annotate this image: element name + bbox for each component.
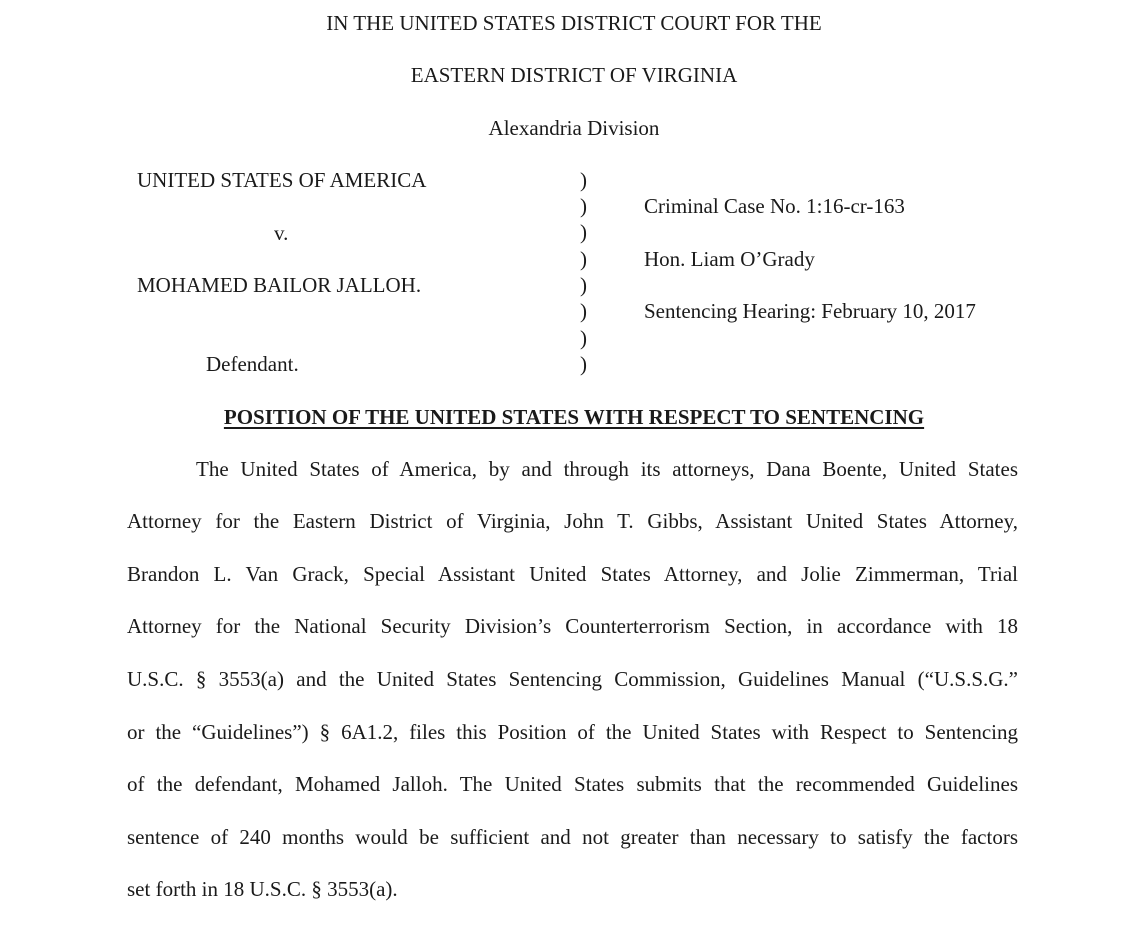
caption-paren: ) bbox=[580, 168, 587, 192]
caption-paren: ) bbox=[580, 273, 587, 297]
body-line: U.S.C. § 3553(a) and the United States Sentencing Commission, Guidelines Manual (“U.S.S.G.” bbox=[127, 667, 1018, 691]
court-division: Alexandria Division bbox=[488, 116, 660, 140]
body-line: Attorney for the Eastern District of Virginia, John T. Gibbs, Assistant United States Attorney, bbox=[127, 509, 1018, 533]
judge-name: Hon. Liam O’Grady bbox=[644, 247, 815, 271]
court-name-line-2: EASTERN DISTRICT OF VIRGINIA bbox=[410, 63, 738, 87]
body-line: or the “Guidelines”) § 6A1.2, files this Position of the United States with Respect to Sentencing bbox=[127, 720, 1018, 744]
caption-paren: ) bbox=[580, 326, 587, 350]
body-line: Attorney for the National Security Division’s Counterterrorism Section, in accordance with 18 bbox=[127, 614, 1018, 638]
caption-paren: ) bbox=[580, 299, 587, 323]
caption-versus: v. bbox=[274, 221, 289, 245]
body-line: sentence of 240 months would be sufficient and not greater than necessary to satisfy the factors bbox=[127, 825, 1018, 849]
body-line: of the defendant, Mohamed Jalloh. The United States submits that the recommended Guidelines bbox=[127, 772, 1018, 796]
body-line: The United States of America, by and through its attorneys, Dana Boente, United States bbox=[196, 457, 1018, 481]
document-heading bbox=[0, 405, 1148, 429]
caption-paren: ) bbox=[580, 194, 587, 218]
caption-paren: ) bbox=[580, 220, 587, 244]
body-line: Brandon L. Van Grack, Special Assistant United States Attorney, and Jolie Zimmerman, Trial bbox=[127, 562, 1018, 586]
case-number: Criminal Case No. 1:16-cr-163 bbox=[644, 194, 905, 218]
caption-plaintiff: UNITED STATES OF AMERICA bbox=[137, 168, 427, 192]
caption-defendant-name: MOHAMED BAILOR JALLOH. bbox=[137, 273, 422, 297]
caption-paren: ) bbox=[580, 352, 587, 376]
body-line: set forth in 18 U.S.C. § 3553(a). bbox=[127, 877, 398, 901]
court-name-line-1: IN THE UNITED STATES DISTRICT COURT FOR THE bbox=[326, 11, 822, 35]
caption-defendant-label: Defendant. bbox=[206, 352, 299, 376]
caption-paren: ) bbox=[580, 247, 587, 271]
document-heading-text: POSITION OF THE UNITED STATES WITH RESPECT TO SENTENCING bbox=[223, 405, 925, 429]
hearing-date: Sentencing Hearing: February 10, 2017 bbox=[644, 299, 976, 323]
